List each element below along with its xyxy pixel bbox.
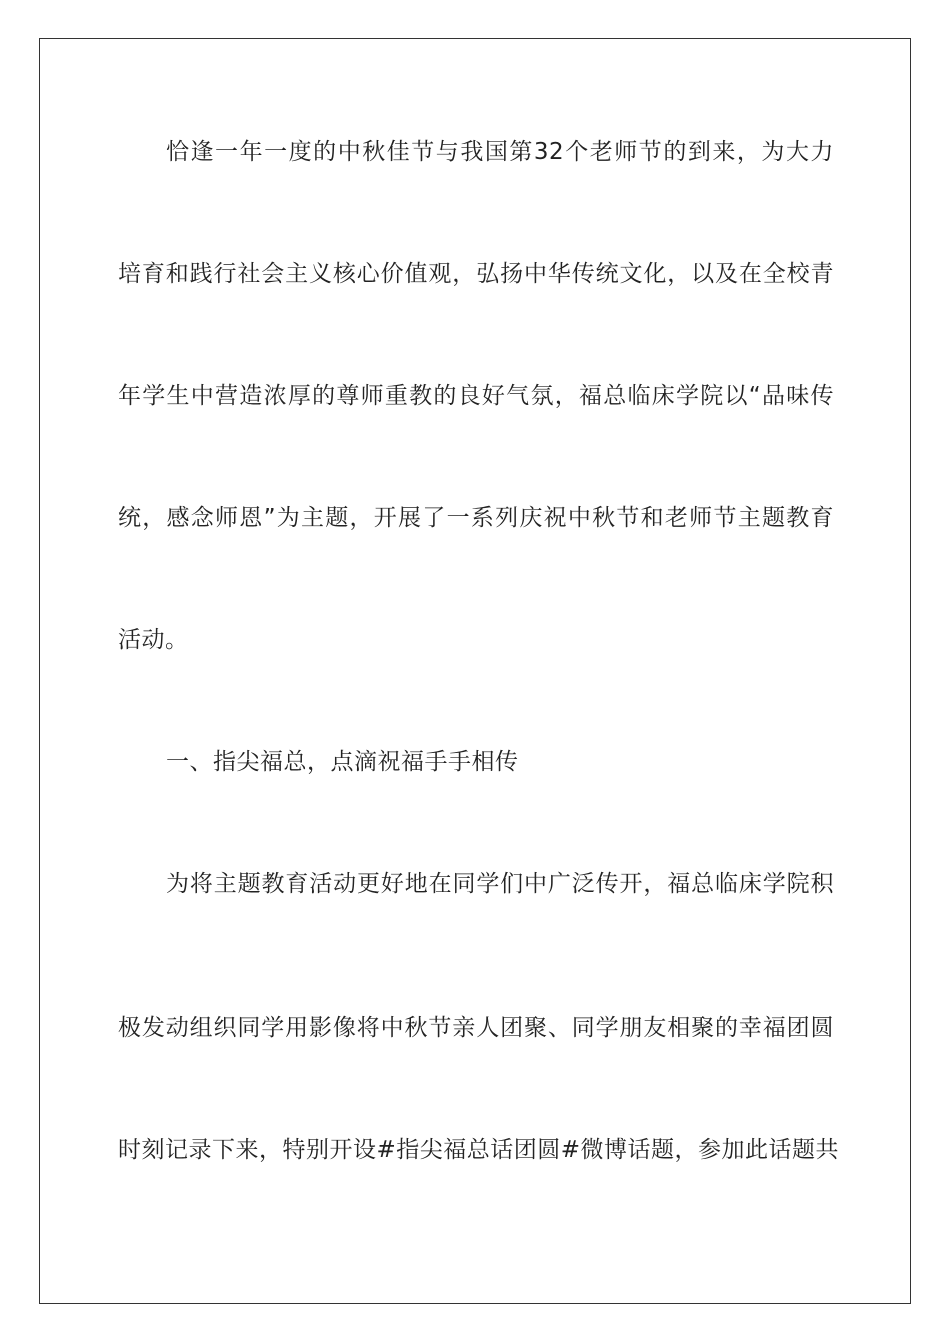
paragraph-1-line-3: 年学生中营造浓厚的尊师重教的良好气氛，福总临床学院以“品味传 bbox=[118, 383, 834, 409]
paragraph-1-line-2: 培育和践行社会主义核心价值观，弘扬中华传统文化，以及在全校青 bbox=[118, 261, 834, 287]
paragraph-1-line-4: 统，感念师恩”为主题，开展了一系列庆祝中秋节和老师节主题教育 bbox=[118, 505, 834, 531]
paragraph-2-line-3: 时刻记录下来，特别开设#指尖福总话团圆#微博话题，参加此话题共 bbox=[118, 1137, 840, 1163]
paragraph-1-line-1: 恰逢一年一度的中秋佳节与我国第32个老师节的到来，为大力 bbox=[166, 139, 834, 165]
paragraph-2-line-2: 极发动组织同学用影像将中秋节亲人团聚、同学朋友相聚的幸福团圆 bbox=[118, 1015, 834, 1041]
page-frame bbox=[39, 38, 911, 1304]
section-heading: 一、指尖福总，点滴祝福手手相传 bbox=[166, 749, 519, 775]
paragraph-2-line-1: 为将主题教育活动更好地在同学们中广泛传开，福总临床学院积 bbox=[166, 871, 834, 897]
paragraph-1-line-5: 活动。 bbox=[118, 627, 189, 653]
